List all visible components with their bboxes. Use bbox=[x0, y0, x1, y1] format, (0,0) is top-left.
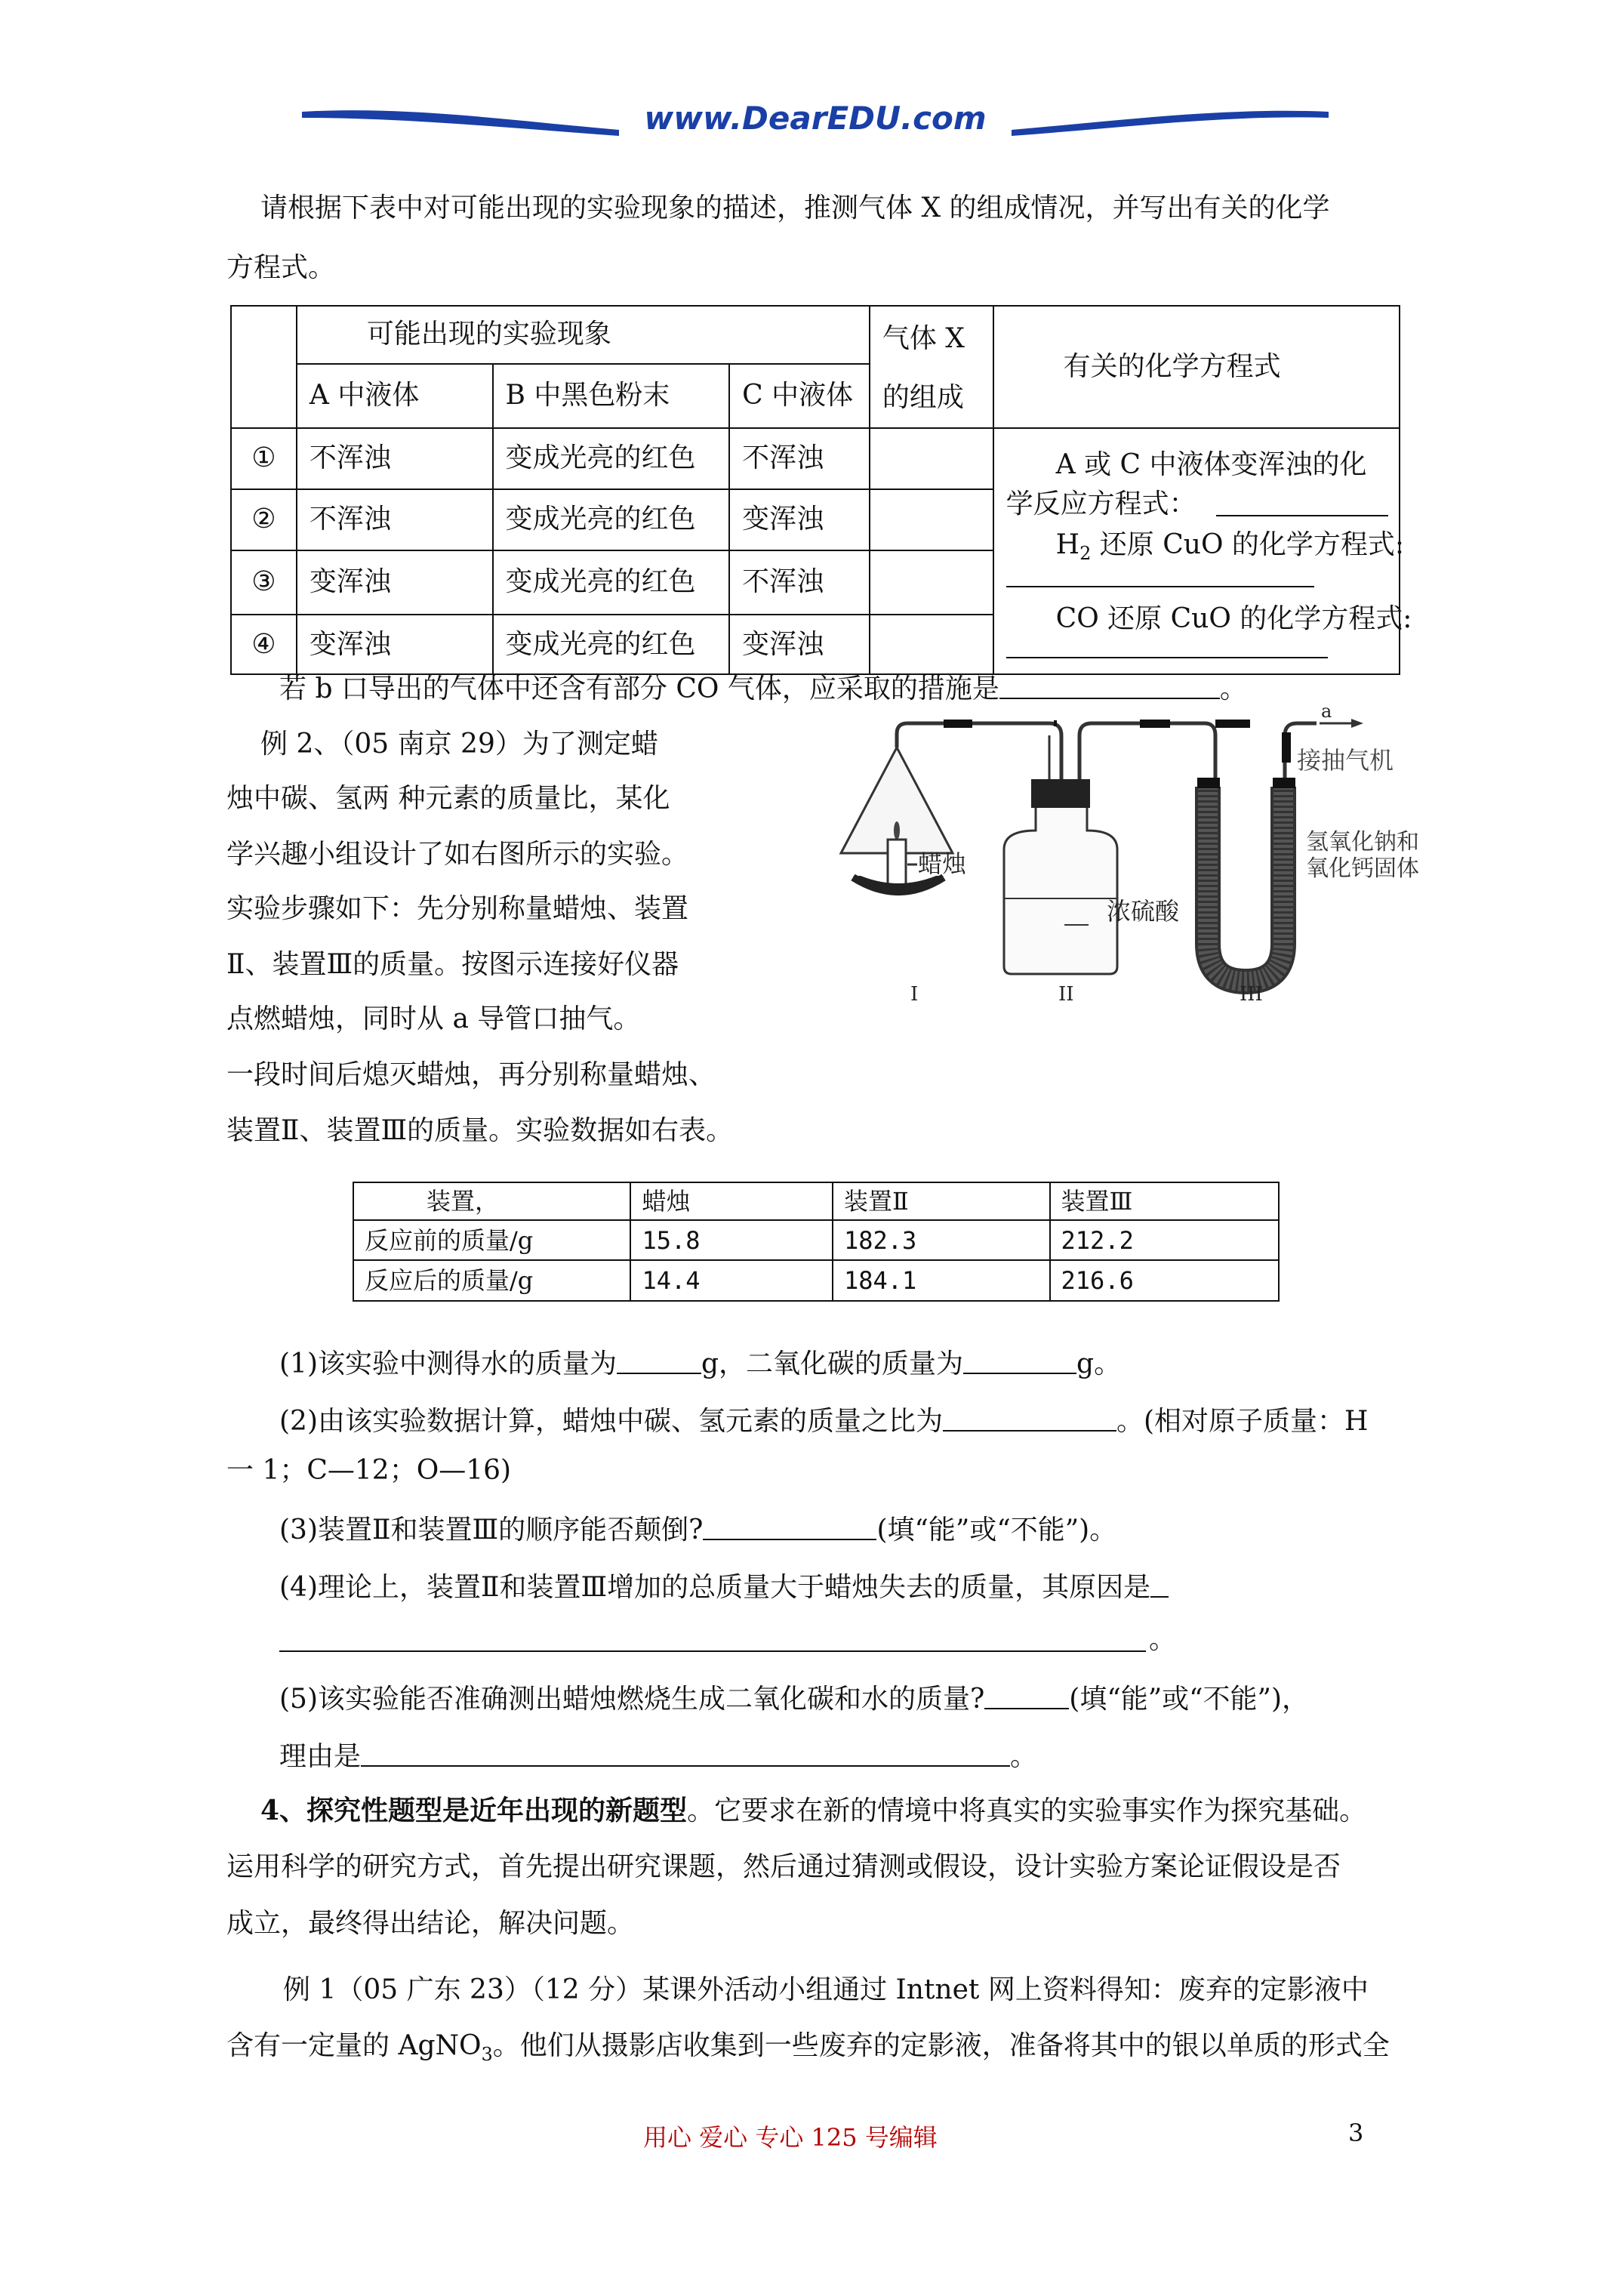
cell-value: 15.8 bbox=[630, 1220, 833, 1260]
measure-answer-blank[interactable] bbox=[999, 672, 1220, 699]
col-b-header: B 中黑色粉末 bbox=[493, 364, 730, 428]
section-4-line-3: 成立，最终得出结论，解决问题。 bbox=[226, 1908, 635, 1939]
example-1-line-2-rest: 。他们从摄影店收集到一些废弃的定影液，准备将其中的银以单质的形式全 bbox=[492, 2030, 1390, 2061]
col-a-header: A 中液体 bbox=[297, 364, 493, 428]
q5-text-d: 。 bbox=[1010, 1741, 1038, 1772]
col-c-header: C 中液体 bbox=[729, 364, 870, 428]
cell-b: 变成光亮的红色 bbox=[493, 489, 730, 550]
cell-value: 216.6 bbox=[1050, 1260, 1280, 1301]
label-acid: 浓硫酸 bbox=[1107, 897, 1180, 926]
q2-text-b: 。(相对原子质量：H bbox=[1116, 1406, 1369, 1437]
cell-b: 变成光亮的红色 bbox=[493, 550, 730, 615]
label-solid-2: 氧化钙固体 bbox=[1306, 855, 1419, 882]
question-2 bbox=[279, 1404, 1368, 1435]
example-2-line: 装置Ⅱ、装置Ⅲ的质量。实验数据如右表。 bbox=[226, 1115, 734, 1146]
q3-text-b: (填“能”或“不能”)。 bbox=[876, 1515, 1117, 1546]
eq-line-4: CO 还原 CuO 的化学方程式: bbox=[1055, 603, 1412, 634]
q4-answer-line[interactable] bbox=[279, 1650, 1146, 1652]
eq-h-symbol: H bbox=[1055, 529, 1080, 560]
eq-line-2: 学反应方程式： bbox=[1006, 488, 1196, 519]
mass-data-table bbox=[353, 1182, 1280, 1302]
q5-reason-blank[interactable] bbox=[361, 1740, 1010, 1767]
q4-end: 。 bbox=[1149, 1624, 1177, 1655]
row-number: ④ bbox=[231, 615, 297, 674]
eq-blank-3[interactable] bbox=[1006, 657, 1328, 658]
row-number: ① bbox=[231, 428, 297, 489]
example-2-line: 例 2、（05 南京 29）为了测定蜡 bbox=[260, 729, 658, 760]
eq-blank-1[interactable] bbox=[1216, 515, 1388, 516]
q5-text-a: (5)该实验能否准确测出蜡烛燃烧生成二氧化碳和水的质量? bbox=[279, 1684, 985, 1715]
measure-question-end: 。 bbox=[1219, 673, 1247, 704]
phenomena-header: 可能出现的实验现象 bbox=[297, 306, 870, 364]
q3-answer-blank[interactable] bbox=[703, 1513, 876, 1540]
eq-blank-2[interactable] bbox=[1006, 586, 1314, 587]
column-header: 装置Ⅲ bbox=[1050, 1182, 1280, 1220]
gas-x-header-line-2: 的组成 bbox=[882, 382, 964, 413]
q5-answer-blank[interactable] bbox=[984, 1682, 1069, 1709]
cell-a: 变浑浊 bbox=[297, 615, 493, 674]
table-row bbox=[353, 1260, 1279, 1301]
q2-ratio-blank[interactable] bbox=[943, 1404, 1116, 1432]
cell-value: 184.1 bbox=[833, 1260, 1050, 1301]
measure-question bbox=[279, 672, 1247, 703]
example-2-line: 实验步骤如下：先分别称量蜡烛、装置 bbox=[226, 893, 689, 924]
tube-joint-1 bbox=[944, 720, 972, 728]
intro-line-1: 请根据下表中对可能出现的实验现象的描述，推测气体 X 的组成情况，并写出有关的化学 bbox=[260, 193, 1330, 223]
label-a: a bbox=[1321, 701, 1332, 722]
column-header: 装置Ⅱ bbox=[833, 1182, 1050, 1220]
cell-c: 变浑浊 bbox=[729, 615, 870, 674]
row-number: ③ bbox=[231, 550, 297, 615]
tube-joint-3 bbox=[1215, 720, 1250, 728]
table-row bbox=[353, 1220, 1279, 1260]
phenomena-table bbox=[230, 305, 1412, 675]
footer-text: 用心 爱心 专心 125 号编辑 bbox=[643, 2123, 938, 2152]
eq-h-subscript: 2 bbox=[1079, 543, 1092, 565]
question-5 bbox=[279, 1682, 1309, 1713]
section-4-line-2: 运用科学的研究方式，首先提出研究课题，然后通过猜测或假设，设计实验方案论证假设是否 bbox=[226, 1851, 1341, 1882]
equations-header: 有关的化学方程式 bbox=[993, 306, 1400, 428]
q2-text-a: (2)由该实验数据计算，蜡烛中碳、氢元素的质量之比为 bbox=[279, 1406, 943, 1437]
q5-text-b: (填“能”或“不能”)， bbox=[1069, 1684, 1310, 1715]
cell-a: 不浑浊 bbox=[297, 428, 493, 489]
cell-b: 变成光亮的红色 bbox=[493, 428, 730, 489]
question-3 bbox=[279, 1513, 1116, 1544]
label-numeral-3: III bbox=[1240, 983, 1263, 1006]
q5-text-c: 理由是 bbox=[279, 1741, 362, 1772]
example-1-agno3: 含有一定量的 AgNO bbox=[226, 2030, 482, 2061]
apparatus-diagram bbox=[823, 701, 1427, 1006]
tube-joint-2 bbox=[1140, 720, 1170, 728]
page-number: 3 bbox=[1348, 2119, 1364, 2147]
eq-line-3 bbox=[1055, 529, 1405, 567]
table-corner-cell bbox=[231, 306, 297, 428]
cell-b: 变成光亮的红色 bbox=[493, 615, 730, 674]
example-2-line: 烛中碳、氢两 种元素的质量比，某化 bbox=[226, 783, 670, 814]
label-solid-1: 氢氧化钠和 bbox=[1306, 829, 1419, 855]
candle-shape bbox=[888, 840, 906, 885]
question-2-cont: 一 1；C—12；O—16) bbox=[226, 1455, 512, 1486]
eq-h-text: 还原 CuO 的化学方程式: bbox=[1091, 529, 1405, 560]
example-1-subscript: 3 bbox=[481, 2044, 493, 2066]
q4-blank-start[interactable] bbox=[1150, 1570, 1169, 1598]
cell-value: 212.2 bbox=[1050, 1220, 1280, 1260]
equations-cell bbox=[993, 428, 1412, 674]
question-1 bbox=[279, 1347, 1121, 1378]
section-4-heading: 4、探究性题型是近年出现的新题型 bbox=[260, 1795, 688, 1826]
measure-question-text: 若 b 口导出的气体中还含有部分 CO 气体，应采取的措施是 bbox=[279, 673, 999, 704]
gas-x-answer-cell[interactable] bbox=[870, 615, 993, 674]
column-header: 蜡烛 bbox=[630, 1182, 833, 1220]
header-swoosh-right bbox=[1012, 98, 1329, 143]
cell-c: 不浑浊 bbox=[729, 550, 870, 615]
section-4-line-1-rest: 。它要求在新的情境中将真实的实验事实作为探究基础。 bbox=[687, 1795, 1367, 1826]
cell-c: 不浑浊 bbox=[729, 428, 870, 489]
question-5-reason bbox=[279, 1740, 1037, 1771]
label-numeral-2: II bbox=[1058, 983, 1074, 1006]
example-2-line: 学兴趣小组设计了如右图所示的实验。 bbox=[226, 839, 689, 870]
intro-line-2: 方程式。 bbox=[226, 252, 336, 283]
row-label: 反应后的质量/g bbox=[353, 1260, 630, 1301]
gas-x-header bbox=[870, 306, 993, 428]
header-swoosh-left bbox=[302, 98, 619, 143]
section-4-line-1 bbox=[260, 1797, 1366, 1825]
cell-value: 14.4 bbox=[630, 1260, 833, 1301]
gas-x-header-line-1: 气体 X bbox=[882, 323, 965, 354]
question-4 bbox=[279, 1570, 1169, 1601]
table-header-row bbox=[353, 1182, 1279, 1220]
label-pump: 接抽气机 bbox=[1297, 746, 1394, 775]
cell-a: 变浑浊 bbox=[297, 550, 493, 615]
q1-text-c: g。 bbox=[1076, 1348, 1122, 1379]
label-candle: 蜡烛 bbox=[918, 849, 967, 878]
eq-line-1: A 或 C 中液体变浑浊的化 bbox=[1055, 449, 1367, 480]
column-header: 装置， bbox=[353, 1182, 630, 1220]
example-1-line-2 bbox=[226, 2032, 1390, 2068]
example-1-line-1: 例 1（05 广东 23）（12 分）某课外活动小组通过 Intnet 网上资料得知：废弃的定影液中 bbox=[283, 1974, 1369, 2005]
gas-x-answer-cell[interactable] bbox=[870, 428, 993, 489]
cell-value: 182.3 bbox=[833, 1220, 1050, 1260]
header-site-url[interactable]: www.DearEDU.com bbox=[644, 100, 987, 137]
gas-x-answer-cell[interactable] bbox=[870, 550, 993, 615]
label-numeral-1: I bbox=[910, 983, 919, 1006]
cell-c: 变浑浊 bbox=[729, 489, 870, 550]
q3-text-a: (3)装置Ⅱ和装置Ⅲ的顺序能否颠倒? bbox=[279, 1515, 704, 1546]
cell-a: 不浑浊 bbox=[297, 489, 493, 550]
q1-text-b: g，二氧化碳的质量为 bbox=[701, 1348, 964, 1379]
gas-x-answer-cell[interactable] bbox=[870, 489, 993, 550]
example-2-line: 点燃蜡烛，同时从 a 导管口抽气。 bbox=[226, 1003, 641, 1034]
q4-text-a: (4)理论上，装置Ⅱ和装置Ⅲ增加的总质量大于蜡烛失去的质量，其原因是 bbox=[279, 1572, 1151, 1603]
q1-water-blank[interactable] bbox=[617, 1347, 701, 1374]
example-2-line: Ⅱ、装置Ⅲ的质量。按图示连接好仪器 bbox=[226, 949, 679, 980]
q1-text-a: (1)该实验中测得水的质量为 bbox=[279, 1348, 617, 1379]
row-number: ② bbox=[231, 489, 297, 550]
table-row bbox=[231, 428, 1400, 489]
q1-co2-blank[interactable] bbox=[963, 1347, 1076, 1374]
bottle-stopper bbox=[1031, 779, 1090, 808]
row-label: 反应前的质量/g bbox=[353, 1220, 630, 1260]
example-2-line: 一段时间后熄灭蜡烛，再分别称量蜡烛、 bbox=[226, 1059, 716, 1090]
